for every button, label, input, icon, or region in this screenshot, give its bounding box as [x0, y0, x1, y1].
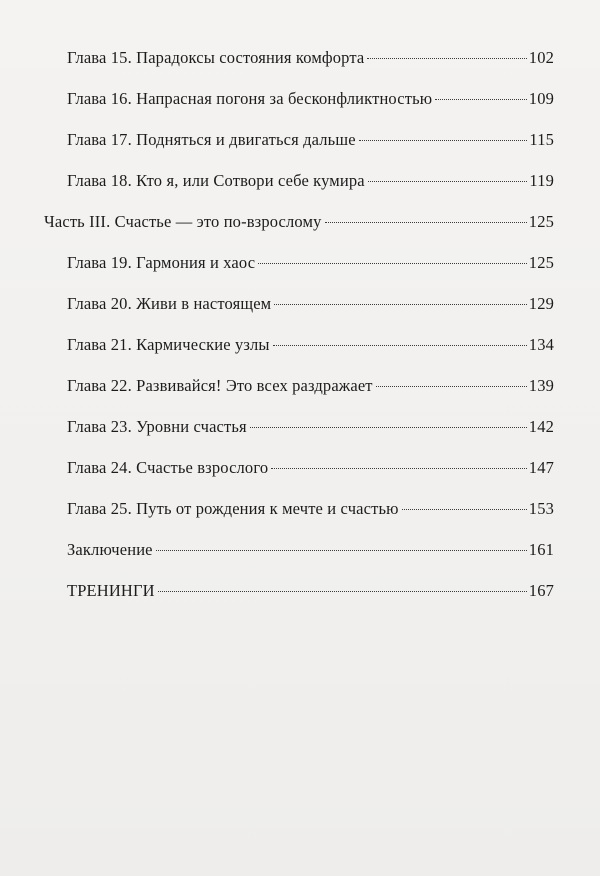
toc-entry-chapter-24	[67, 456, 554, 480]
toc-entry-page-number: 109	[528, 89, 554, 108]
toc-entry-chapter-21	[67, 333, 554, 357]
toc-entry-part-3	[44, 210, 554, 234]
dot-leader	[274, 304, 527, 305]
toc-entry-chapter-25	[67, 497, 554, 521]
toc-entry-title: ТРЕНИНГИ	[67, 581, 155, 600]
dot-leader	[250, 427, 527, 428]
dot-leader	[158, 591, 527, 592]
toc-entry-title: Глава 21. Кармические узлы	[67, 335, 270, 354]
dot-leader	[435, 99, 527, 100]
toc-entry-chapter-23	[67, 415, 554, 439]
toc-entry-page-number: 102	[528, 48, 554, 67]
toc-entry-page-number: 125	[528, 212, 554, 231]
toc-entry-chapter-19	[67, 251, 554, 275]
toc-entry-chapter-18	[67, 169, 554, 193]
toc-entry-title: Глава 16. Напрасная погоня за бесконфликтностью	[67, 89, 433, 108]
toc-entry-chapter-16	[67, 87, 554, 111]
dot-leader	[258, 263, 527, 264]
toc-entry-title: Глава 23. Уровни счастья	[67, 417, 247, 436]
dot-leader	[376, 386, 527, 387]
toc-entry-title: Глава 20. Живи в настоящем	[67, 294, 272, 313]
dot-leader	[271, 468, 527, 469]
dot-leader	[273, 345, 527, 346]
toc-entry-conclusion	[67, 538, 554, 562]
toc-entry-title: Часть III. Счастье — это по-взрослому	[44, 212, 322, 231]
toc-entry-page-number: 134	[528, 335, 554, 354]
toc-entry-page-number: 167	[528, 581, 554, 600]
toc-entry-page-number: 139	[528, 376, 554, 395]
dot-leader	[367, 58, 526, 59]
toc-entry-chapter-20	[67, 292, 554, 316]
dot-leader	[402, 509, 527, 510]
toc-entry-title: Глава 19. Гармония и хаос	[67, 253, 256, 272]
dot-leader	[368, 181, 528, 182]
toc-entry-chapter-15	[67, 46, 554, 70]
toc-entry-page-number: 125	[528, 253, 554, 272]
toc-entry-title: Глава 17. Подняться и двигаться дальше	[67, 130, 356, 149]
toc-entry-chapter-22	[67, 374, 554, 398]
toc-entry-page-number: 115	[529, 130, 554, 149]
toc-entry-page-number: 142	[528, 417, 554, 436]
toc-entry-page-number: 153	[528, 499, 554, 518]
toc-entry-title: Глава 25. Путь от рождения к мечте и счастью	[67, 499, 399, 518]
toc-entry-title: Глава 22. Развивайся! Это всех раздражает	[67, 376, 373, 395]
toc-entry-page-number: 119	[529, 171, 554, 190]
dot-leader	[325, 222, 527, 223]
toc-entry-title: Заключение	[67, 540, 153, 559]
toc-entry-title: Глава 18. Кто я, или Сотвори себе кумира	[67, 171, 365, 190]
toc-entry-title: Глава 24. Счастье взрослого	[67, 458, 269, 477]
toc-entry-chapter-17	[67, 128, 554, 152]
toc-entry-page-number: 161	[528, 540, 554, 559]
toc-entry-page-number: 129	[528, 294, 554, 313]
toc-entry-title: Глава 15. Парадоксы состояния комфорта	[67, 48, 365, 67]
toc-entry-page-number: 147	[528, 458, 554, 477]
toc-entry-trainings	[67, 579, 554, 603]
dot-leader	[156, 550, 527, 551]
dot-leader	[359, 140, 528, 141]
